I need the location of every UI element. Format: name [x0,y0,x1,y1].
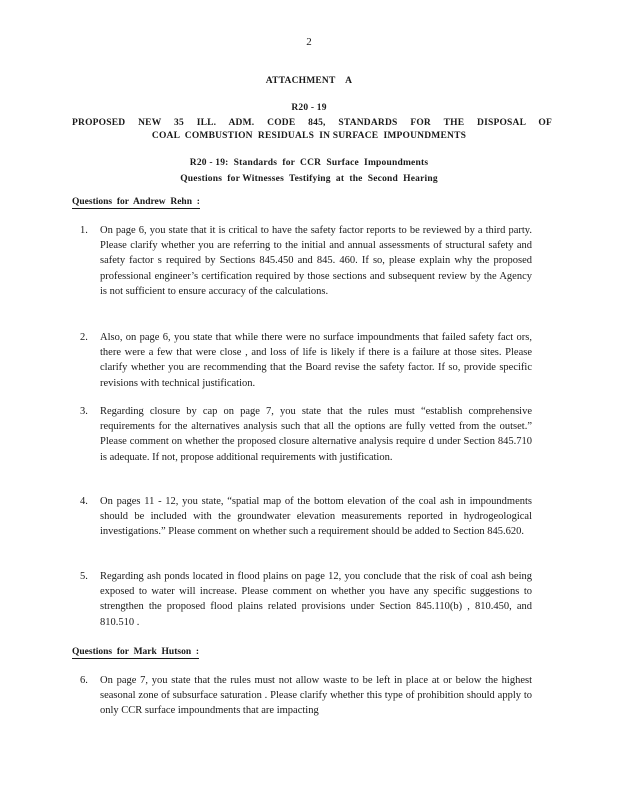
question-text: Regarding ash ponds located in flood plains on page 12, you conclude that the risk of coal ash being exposed to water will increase. Please comment on whether you have any specific suggestions to strengthen the proposed flood plains related provisions under Section 845.110(b) , 810.450, and 810.510 . [100,571,532,628]
question-number: 6. [80,675,88,686]
docket-number: R20 - 19 [291,103,327,113]
question-number: 2. [80,332,88,343]
title-line-1: PROPOSED NEW 35 ILL. ADM. CODE 845, STANDARDS FOR THE DISPOSAL OF [72,118,552,128]
question-text: On pages 11 - 12, you state, “spatial map of the bottom elevation of the coal ash in impoundments should be included with the groundwater elevation measurements reported in hydrogeological investigations.” Please comment on whether such a requirement should be added to Section 845.620. [100,496,532,538]
page-number: 2 [306,36,312,48]
subtitle-line-1: R20 - 19: Standards for CCR Surface Impoundments [189,158,429,168]
attachment-heading: ATTACHMENT A [265,76,353,86]
section-heading-rehn: Questions for Andrew Rehn : [72,197,200,207]
question-number: 3. [80,406,88,417]
question-number: 5. [80,571,88,582]
question-number: 1. [80,225,88,236]
question-text: Regarding closure by cap on page 7, you state that the rules must “establish comprehensive requirements for the alternatives analysis such that all the options are fully vetted from the outset.” Please comment on whether the proposed closure alternative analysis require d under Section 845.710 is adequate. If not, propose additional requirements with justification. [100,406,532,463]
subtitle-line-2: Questions for Witnesses Testifying at the Second Hearing [180,174,438,184]
question-number: 4. [80,496,88,507]
question-text: On page 7, you state that the rules must not allow waste to be left in place at or below the highest seasonal zone of subsurface saturation . Please clarify whether this type of prohibition should apply to only CCR surface impoundments that are impacting [100,675,532,717]
question-text: Also, on page 6, you state that while there were no surface impoundments that failed safety fact ors, there were a few that were close , and loss of life is likely if there is a failure at those sites. Please clarify whether you are recommending that the Board revise the safety factor. If so, provide specific revisions with technical justification. [100,332,532,389]
question-text: On page 6, you state that it is critical to have the safety factor reports to be reviewed by a third party. Please clarify whether you are referring to the initial and annual assessments of structural safety and safety factor s required by Sections 845.450 and 845. 460. If so, please explain why the proposed professional engineer’s certification required by those sections and subsequent review by the Agency is not sufficient to ensure accuracy of the calculations. [100,225,532,297]
title-line-2: COAL COMBUSTION RESIDUALS IN SURFACE IMPOUNDMENTS [151,131,467,141]
section-heading-hutson: Questions for Mark Hutson : [72,647,200,657]
